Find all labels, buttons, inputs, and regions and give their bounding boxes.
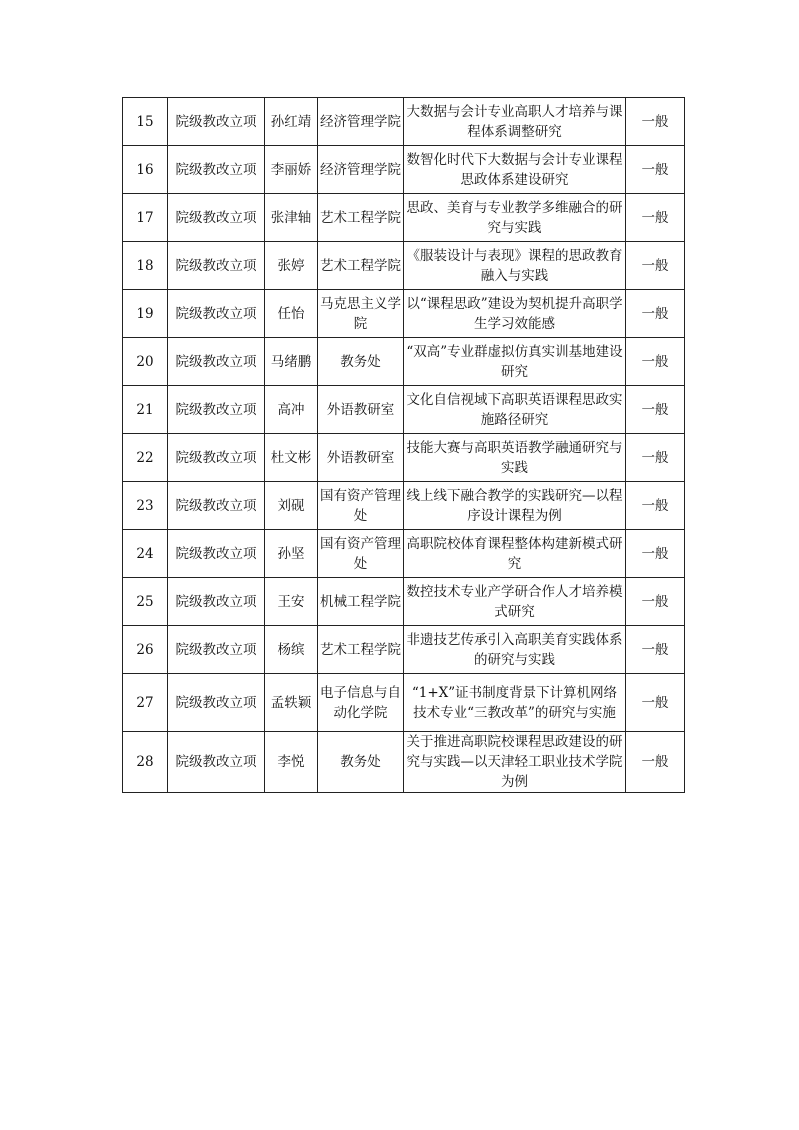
project-type: 院级教改立项	[168, 530, 265, 578]
project-level: 一般	[626, 434, 685, 482]
project-leader: 孙坚	[265, 530, 318, 578]
project-level: 一般	[626, 482, 685, 530]
row-number: 17	[123, 194, 168, 242]
project-type: 院级教改立项	[168, 434, 265, 482]
project-level: 一般	[626, 98, 685, 146]
project-title: 关于推进高职院校课程思政建设的研究与实践—以天津轻工职业技术学院为例	[404, 732, 626, 793]
row-number: 18	[123, 242, 168, 290]
project-leader: 任怡	[265, 290, 318, 338]
project-leader: 高冲	[265, 386, 318, 434]
project-title: 技能大赛与高职英语教学融通研究与实践	[404, 434, 626, 482]
project-title: 《服装设计与表现》课程的思政教育融入与实践	[404, 242, 626, 290]
project-level: 一般	[626, 530, 685, 578]
department: 经济管理学院	[318, 98, 404, 146]
project-level: 一般	[626, 194, 685, 242]
project-title: 文化自信视域下高职英语课程思政实施路径研究	[404, 386, 626, 434]
project-level: 一般	[626, 626, 685, 674]
project-level: 一般	[626, 242, 685, 290]
project-title: 以“课程思政”建设为契机提升高职学生学习效能感	[404, 290, 626, 338]
project-leader: 李悦	[265, 732, 318, 793]
project-type: 院级教改立项	[168, 674, 265, 732]
project-title: “双高”专业群虚拟仿真实训基地建设研究	[404, 338, 626, 386]
table-row	[123, 578, 685, 626]
department: 教务处	[318, 732, 404, 793]
project-level: 一般	[626, 338, 685, 386]
project-leader: 杜文彬	[265, 434, 318, 482]
project-type: 院级教改立项	[168, 626, 265, 674]
project-level: 一般	[626, 146, 685, 194]
row-number: 20	[123, 338, 168, 386]
project-leader: 王安	[265, 578, 318, 626]
row-number: 25	[123, 578, 168, 626]
project-type: 院级教改立项	[168, 146, 265, 194]
project-title: 线上线下融合教学的实践研究—以程序设计课程为例	[404, 482, 626, 530]
department: 国有资产管理处	[318, 530, 404, 578]
table-row	[123, 242, 685, 290]
table-row	[123, 482, 685, 530]
project-leader: 马绪鹏	[265, 338, 318, 386]
project-level: 一般	[626, 578, 685, 626]
table-row	[123, 194, 685, 242]
project-type: 院级教改立项	[168, 578, 265, 626]
row-number: 22	[123, 434, 168, 482]
table-row	[123, 626, 685, 674]
department: 外语教研室	[318, 386, 404, 434]
project-type: 院级教改立项	[168, 290, 265, 338]
project-leader: 张津轴	[265, 194, 318, 242]
row-number: 26	[123, 626, 168, 674]
project-type: 院级教改立项	[168, 98, 265, 146]
department: 教务处	[318, 338, 404, 386]
project-title: “1+X”证书制度背景下计算机网络技术专业“三教改革”的研究与实施	[404, 674, 626, 732]
project-leader: 李丽娇	[265, 146, 318, 194]
project-title: 思政、美育与专业教学多维融合的研究与实践	[404, 194, 626, 242]
row-number: 19	[123, 290, 168, 338]
project-title: 非遗技艺传承引入高职美育实践体系的研究与实践	[404, 626, 626, 674]
project-leader: 杨缤	[265, 626, 318, 674]
department: 外语教研室	[318, 434, 404, 482]
department: 机械工程学院	[318, 578, 404, 626]
table-row	[123, 434, 685, 482]
project-type: 院级教改立项	[168, 732, 265, 793]
project-type: 院级教改立项	[168, 482, 265, 530]
project-type: 院级教改立项	[168, 194, 265, 242]
project-level: 一般	[626, 674, 685, 732]
project-type: 院级教改立项	[168, 338, 265, 386]
project-level: 一般	[626, 290, 685, 338]
project-type: 院级教改立项	[168, 242, 265, 290]
row-number: 21	[123, 386, 168, 434]
row-number: 27	[123, 674, 168, 732]
table-row	[123, 146, 685, 194]
table-row	[123, 732, 685, 793]
department: 艺术工程学院	[318, 194, 404, 242]
project-type: 院级教改立项	[168, 386, 265, 434]
row-number: 28	[123, 732, 168, 793]
department: 艺术工程学院	[318, 242, 404, 290]
project-level: 一般	[626, 386, 685, 434]
table-row	[123, 530, 685, 578]
project-leader: 孟轶颖	[265, 674, 318, 732]
project-title: 高职院校体育课程整体构建新模式研究	[404, 530, 626, 578]
project-level: 一般	[626, 732, 685, 793]
department: 经济管理学院	[318, 146, 404, 194]
project-table	[122, 97, 685, 793]
project-title: 数控技术专业产学研合作人才培养模式研究	[404, 578, 626, 626]
table-row	[123, 290, 685, 338]
project-title: 数智化时代下大数据与会计专业课程思政体系建设研究	[404, 146, 626, 194]
department: 国有资产管理处	[318, 482, 404, 530]
table-row	[123, 386, 685, 434]
department: 马克思主义学院	[318, 290, 404, 338]
row-number: 23	[123, 482, 168, 530]
project-title: 大数据与会计专业高职人才培养与课程体系调整研究	[404, 98, 626, 146]
project-leader: 孙红靖	[265, 98, 318, 146]
row-number: 15	[123, 98, 168, 146]
row-number: 24	[123, 530, 168, 578]
project-leader: 张婷	[265, 242, 318, 290]
table-row	[123, 98, 685, 146]
project-leader: 刘砚	[265, 482, 318, 530]
department: 艺术工程学院	[318, 626, 404, 674]
row-number: 16	[123, 146, 168, 194]
table-row	[123, 674, 685, 732]
table-row	[123, 338, 685, 386]
department: 电子信息与自动化学院	[318, 674, 404, 732]
